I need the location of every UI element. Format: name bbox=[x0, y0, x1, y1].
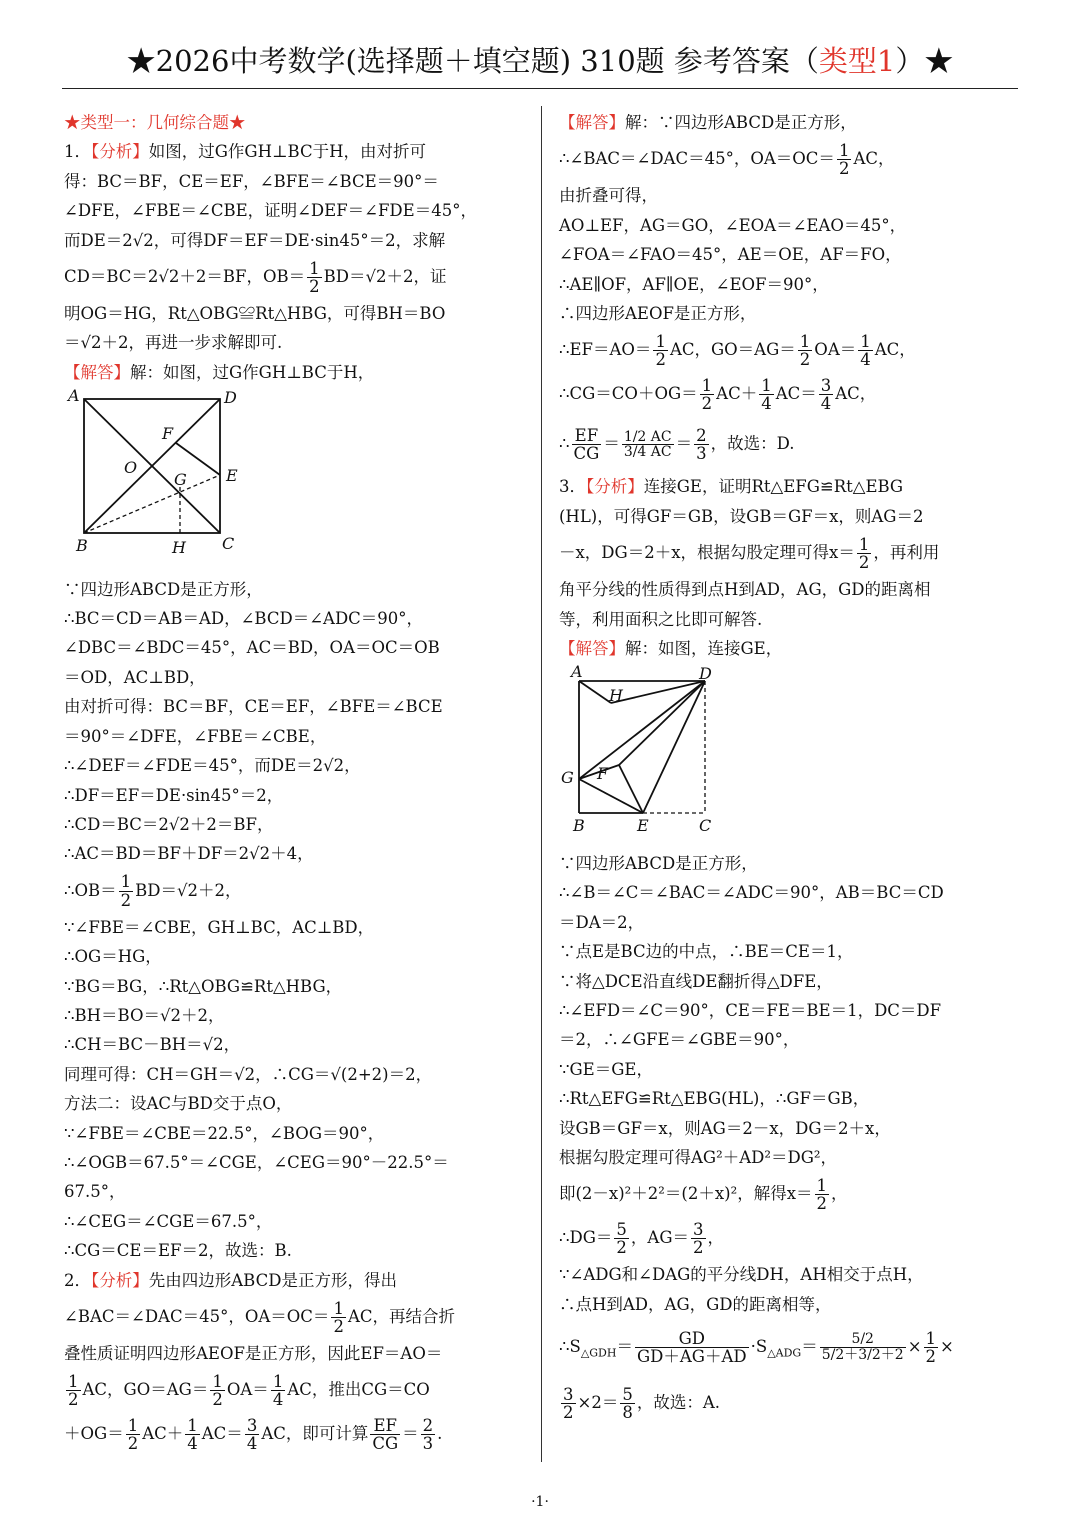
q1-solution-intro: 【解答】解：如图，过G作GH⊥BC于H， bbox=[64, 362, 375, 382]
q1-step: ∴∠CEG＝∠CGE＝67.5°， bbox=[64, 1211, 273, 1231]
q1-step: 由对折可得：BC＝BF，CE＝EF，∠BFE＝∠BCE bbox=[64, 697, 443, 717]
q3-step: $\frac{3}{2}$ ×2＝ $\frac{5}{8}$ ，故选：A. bbox=[563, 1385, 720, 1423]
q1-line: 而DE＝2√2，可得DF＝EF＝DE·sin45°＝2，求解 bbox=[64, 230, 446, 250]
svg-text:A: A bbox=[571, 665, 583, 682]
q1-step: ∵∠FBE＝∠CBE＝22.5°，∠BOG＝90°， bbox=[64, 1123, 385, 1143]
q3-line: 角平分线的性质得到点H到AD，AG，GD的距离相 bbox=[559, 580, 931, 600]
header-title-end: ）★ bbox=[895, 44, 954, 78]
q2-solution-line: AO⊥EF，AG＝GO，∠EOA＝∠EAO＝45°， bbox=[559, 215, 907, 235]
q3-solution-intro: 【解答】解：如图，连接GE， bbox=[559, 639, 783, 659]
q1-step: ＝90°＝∠DFE，∠FBE＝∠CBE， bbox=[64, 726, 327, 746]
q2-solution-line: ∴ $\frac{EF}{CG}$ ＝ $\frac{1/2 AC}{3/4 AC}$ ＝ $\frac{2}{3}$ ，故选：D. bbox=[559, 426, 795, 464]
q2-solution-line: ∴∠BAC＝∠DAC＝45°，OA＝OC＝ $\frac{1}{2}$ AC， bbox=[559, 141, 895, 179]
q1-line: CD＝BC＝2√2＋2＝BF，OB＝ $\frac{1}{2}$ BD＝√2＋2，证 bbox=[64, 258, 447, 297]
q3-step: ∴点H到AD，AG，GD的距离相等， bbox=[559, 1294, 832, 1314]
q3-line: 等，利用面积之比即可解答. bbox=[559, 609, 763, 629]
q2-line: ＋OG＝ $\frac{1}{2}$ AC＋ $\frac{1}{4}$ AC＝ $\frac{3}{4}$ AC，即可计算 $\frac{EF}{CG}$ ＝ $\frac{2}{3}$ . bbox=[64, 1416, 443, 1454]
square-fold-figure-2 bbox=[559, 665, 1021, 844]
q1-step: ∴∠DEF＝∠FDE＝45°，而DE＝2√2， bbox=[64, 756, 361, 776]
q1-step: ∴∠OGB＝67.5°＝∠CGE，∠CEG＝90°－22.5°＝ bbox=[64, 1152, 449, 1172]
q1-line: ＝√2＋2，再进一步求解即可. bbox=[64, 333, 283, 353]
page-header bbox=[62, 40, 1018, 89]
svg-text:C: C bbox=[222, 534, 235, 554]
svg-text:C: C bbox=[699, 816, 712, 836]
q3-step: ＝DA＝2， bbox=[559, 912, 645, 932]
svg-text:D: D bbox=[224, 389, 237, 408]
q1-step: ∴BH＝BO＝√2＋2， bbox=[64, 1005, 225, 1025]
svg-text:O: O bbox=[124, 458, 138, 478]
geometry-diagram-2 bbox=[559, 665, 729, 835]
header-title-start: ★2026中考数学(选择题＋填空题) 310题 参考答案（ bbox=[126, 44, 819, 78]
q3-step: $\therefore S_{\triangle GDH}=$ $\frac{GD}{GD+AG+AD}$ $\cdot S_{\triangle ADG}=$ $\frac{5/2}{5/2+3/2+2}$ × $\frac{1}{2}$ × bbox=[559, 1328, 954, 1367]
svg-text:A: A bbox=[68, 389, 80, 406]
q1-step: ∴CH＝BC－BH＝√2， bbox=[64, 1035, 241, 1055]
q1-step: 同理可得：CH＝GH＝√2，∴CG＝√(2+2)＝2， bbox=[64, 1064, 433, 1084]
q2-solution-line: ∴EF＝AO＝ $\frac{1}{2}$ AC，GO＝AG＝ $\frac{1}{2}$ OA＝ $\frac{1}{4}$ AC， bbox=[559, 332, 916, 370]
q3-step: ∵∠ADG和∠DAG的平分线DH，AH相交于点H， bbox=[559, 1265, 924, 1285]
q1-step: ∴OB＝ $\frac{1}{2}$ BD＝√2＋2， bbox=[64, 872, 242, 910]
q3-line: 3．【分析】连接GE，证明Rt△EFG≌Rt△EBG bbox=[559, 477, 904, 497]
square-fold-figure-1 bbox=[64, 389, 526, 570]
q3-line: －x，DG＝2＋x，根据勾股定理可得x＝ $\frac{1}{2}$ ，再利用 bbox=[559, 534, 940, 573]
q3-step: 根据勾股定理可得AG²＋AD²＝DG²， bbox=[559, 1147, 837, 1167]
q3-step: ∵将△DCE沿直线DE翻折得△DFE， bbox=[559, 971, 833, 991]
q1-step: ＝OD，AC⊥BD， bbox=[64, 667, 206, 687]
q1-step: ∴OG＝HG， bbox=[64, 947, 162, 967]
q1-step: ∴BC＝CD＝AB＝AD，∠BCD＝∠ADC＝90°， bbox=[64, 609, 424, 629]
svg-text:D: D bbox=[699, 665, 712, 684]
q1-step: ∴CG＝CE＝EF＝2，故选：B. bbox=[64, 1241, 292, 1261]
fraction-half: $\frac{1}{2}$ bbox=[309, 258, 320, 297]
q1-step: 方法二：设AC与BD交于点O， bbox=[64, 1094, 293, 1114]
q3-step: 即(2－x)²＋2²＝(2＋x)²，解得x＝ $\frac{1}{2}$ ， bbox=[559, 1176, 848, 1214]
section-title: ★类型一：几何综合题★ bbox=[64, 113, 246, 132]
q1-line: 得：BC＝BF，CE＝EF，∠BFE＝∠BCE＝90°＝ bbox=[64, 171, 439, 191]
q2-solution-line: ∴CG＝CO＋OG＝ $\frac{1}{2}$ AC＋ $\frac{1}{4}$ AC＝ $\frac{3}{4}$ AC， bbox=[559, 376, 877, 414]
q2-solution-line: 由折叠可得， bbox=[559, 186, 658, 206]
svg-text:E: E bbox=[637, 816, 649, 836]
q3-step: ∵GE＝GE， bbox=[559, 1059, 653, 1079]
svg-text:E: E bbox=[226, 466, 238, 486]
q3-step: ∴Rt△EFG≌Rt△EBG(HL)，∴GF＝GB， bbox=[559, 1089, 870, 1109]
q1-step: ∵四边形ABCD是正方形， bbox=[64, 579, 263, 599]
q1-line: ∠DFE，∠FBE＝∠CBE，证明∠DEF＝∠FDE＝45°， bbox=[64, 201, 477, 221]
q3-step: ＝2，∴∠GFE＝∠GBE＝90°， bbox=[559, 1030, 800, 1050]
svg-text:G: G bbox=[561, 768, 574, 788]
q1-step: 67.5°， bbox=[64, 1182, 126, 1202]
q1-step: ∴AC＝BD＝BF＋DF＝2√2＋4， bbox=[64, 844, 314, 864]
q1-step: ∠DBC＝∠BDC＝45°，AC＝BD，OA＝OC＝OB bbox=[64, 638, 440, 658]
q2-solution-line: ∠FOA＝∠FAO＝45°，AE＝OE，AF＝FO， bbox=[559, 245, 902, 265]
q1-step: ∵BG＝BG，∴Rt△OBG≌Rt△HBG， bbox=[64, 976, 343, 996]
q2-line: ∠BAC＝∠DAC＝45°，OA＝OC＝ $\frac{1}{2}$ AC，再结合折 bbox=[64, 1298, 455, 1336]
q2-line: $\frac{1}{2}$ AC，GO＝AG＝ $\frac{1}{2}$ OA＝ $\frac{1}{4}$ AC，推出CG＝CO bbox=[68, 1372, 430, 1410]
q2-line: 2．【分析】先由四边形ABCD是正方形，得出 bbox=[64, 1270, 397, 1290]
q2-solution-line: ∴四边形AEOF是正方形， bbox=[559, 304, 757, 324]
page-number: ·1· bbox=[531, 1494, 549, 1510]
right-column bbox=[559, 108, 1021, 1425]
svg-text:B: B bbox=[76, 536, 88, 556]
header-title-type: 类型1 bbox=[818, 44, 896, 78]
svg-text:F: F bbox=[597, 764, 609, 784]
q2-solution-line: 【解答】解：∵四边形ABCD是正方形， bbox=[559, 113, 857, 132]
left-column bbox=[64, 108, 526, 1456]
svg-text:G: G bbox=[174, 470, 187, 490]
q2-line: 叠性质证明四边形AEOF是正方形，因此EF＝AO＝ bbox=[64, 1344, 443, 1363]
svg-text:B: B bbox=[573, 816, 585, 836]
q1-step: ∵∠FBE＝∠CBE，GH⊥BC，AC⊥BD， bbox=[64, 917, 375, 937]
q3-step: ∴∠B＝∠C＝∠BAC＝∠ADC＝90°，AB＝BC＝CD bbox=[559, 883, 944, 903]
q3-step: ∵四边形ABCD是正方形， bbox=[559, 853, 758, 873]
q3-step: ∴∠EFD＝∠C＝90°，CE＝FE＝BE＝1，DC＝DF bbox=[559, 1000, 942, 1020]
q1-line: 明OG＝HG，Rt△OBG≌Rt△HBG，可得BH＝BO bbox=[64, 304, 446, 324]
q3-step: ∴DG＝ $\frac{5}{2}$ ，AG＝ $\frac{3}{2}$ ， bbox=[559, 1220, 725, 1258]
q1-step: ∴DF＝EF＝DE·sin45°＝2， bbox=[64, 785, 284, 805]
geometry-diagram-1 bbox=[64, 389, 264, 561]
q1-line: 1．【分析】如图，过G作GH⊥BC于H，由对折可 bbox=[64, 142, 426, 162]
svg-text:H: H bbox=[609, 686, 623, 706]
svg-text:F: F bbox=[162, 424, 174, 444]
q2-solution-line: ∴AE∥OF，AF∥OE，∠EOF＝90°， bbox=[559, 274, 829, 294]
svg-text:H: H bbox=[172, 538, 186, 558]
q1-step: ∴CD＝BC＝2√2＋2＝BF， bbox=[64, 814, 274, 834]
q3-line: (HL)，可得GF＝GB，设GB＝GF＝x，则AG＝2 bbox=[559, 506, 924, 526]
q3-step: 设GB＝GF＝x，则AG＝2－x，DG＝2＋x， bbox=[559, 1118, 891, 1138]
column-divider bbox=[541, 106, 542, 1462]
q3-step: ∵点E是BC边的中点，∴BE＝CE＝1， bbox=[559, 942, 854, 962]
